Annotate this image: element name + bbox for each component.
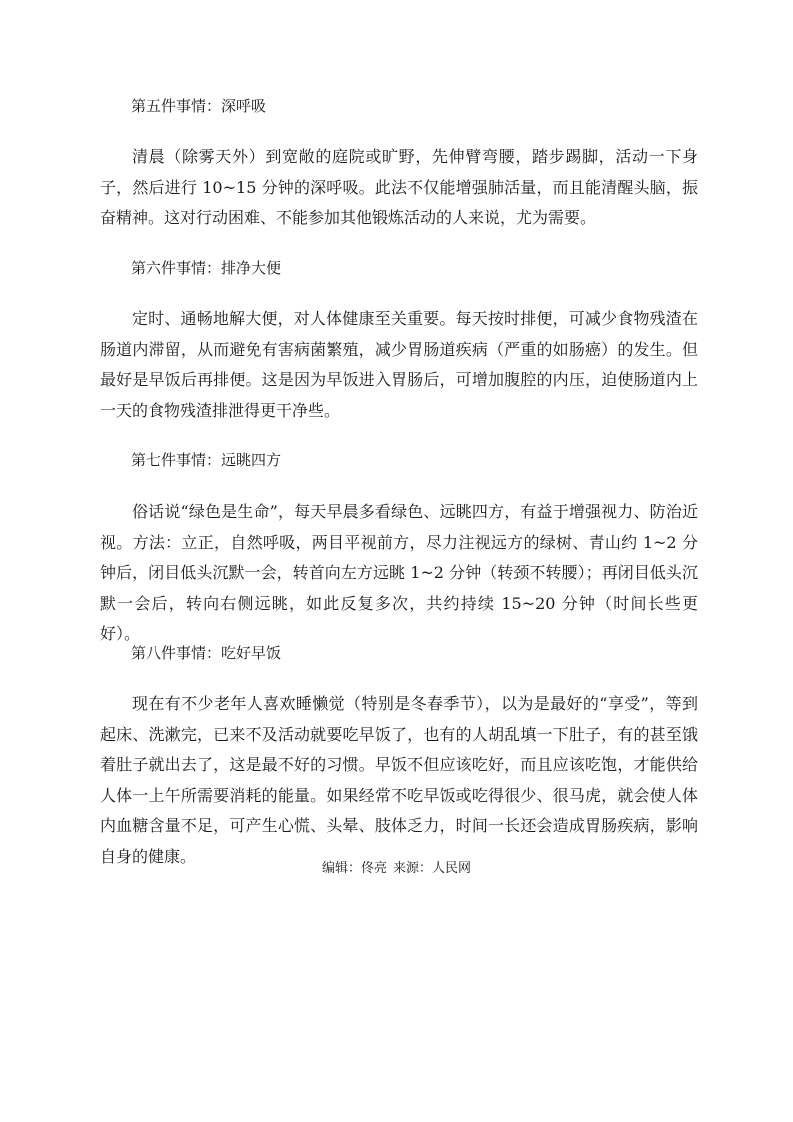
section-heading-8: 第八件事情：吃好早饭 [131, 644, 282, 662]
article-footer [0, 860, 793, 878]
section-body-6: 定时、通畅地解大便，对人体健康至关重要。每天按时排便，可减少食物残渣在肠道内滞留，从而避免有害病菌繁殖，减少胃肠道疾病（严重的如肠癌）的发生。但最好是早饭后再排便。这是因为早饭进入胃肠后，可增加腹腔的内压，迫使肠道内上一天的食物残渣排泄得更干净些。 [100, 309, 698, 420]
section-heading-5: 第五件事情：深呼吸 [131, 97, 267, 115]
section-heading-7: 第七件事情：远眺四方 [131, 451, 282, 469]
section-body-8: 现在有不少老年人喜欢睡懒觉（特别是冬春季节），以为是最好的“享受”，等到起床、洗漱完，已来不及活动就要吃早饭了，也有的人胡乱填一下肚子，有的甚至饿着肚子就出去了，这是最不好的习惯。早饭不但应该吃好，而且应该吃饱，才能供给人体一上午所需要消耗的能量。如果经常不吃早饭或吃得很少、很马虎，就会使人体内血糖含量不足，可产生心慌、头晕、肢体乏力，时间一长还会造成胃肠疾病，影响自身的健康。 [100, 694, 698, 866]
editor-credit: 编辑：佟亮 [321, 861, 387, 876]
section-body-5: 清晨（除雾天外）到宽敞的庭院或旷野，先伸臂弯腰，踏步踢脚，活动一下身子，然后进行 10~15 分钟的深呼吸。此法不仅能增强肺活量，而且能清醒头脑，振奋精神。这对行动困难、不能参加其他锻炼活动的人来说，尤为需要。 [100, 147, 698, 227]
section-body-7: 俗话说“绿色是生命”，每天早晨多看绿色、远眺四方，有益于增强视力、防治近视。方法：立正，自然呼吸，两目平视前方，尽力注视远方的绿树、青山约 1~2 分钟后，闭目低头沉默一会，转首向左方远眺 1~2 分钟（转颈不转腰）；再闭目低头沉默一会后，转向右侧远眺，如此反复多次，共约持续 15~20 分钟（时间长些更好）。 [100, 502, 698, 643]
source-credit: 来源：人民网 [393, 861, 472, 876]
section-heading-6: 第六件事情：排净大便 [131, 259, 282, 277]
